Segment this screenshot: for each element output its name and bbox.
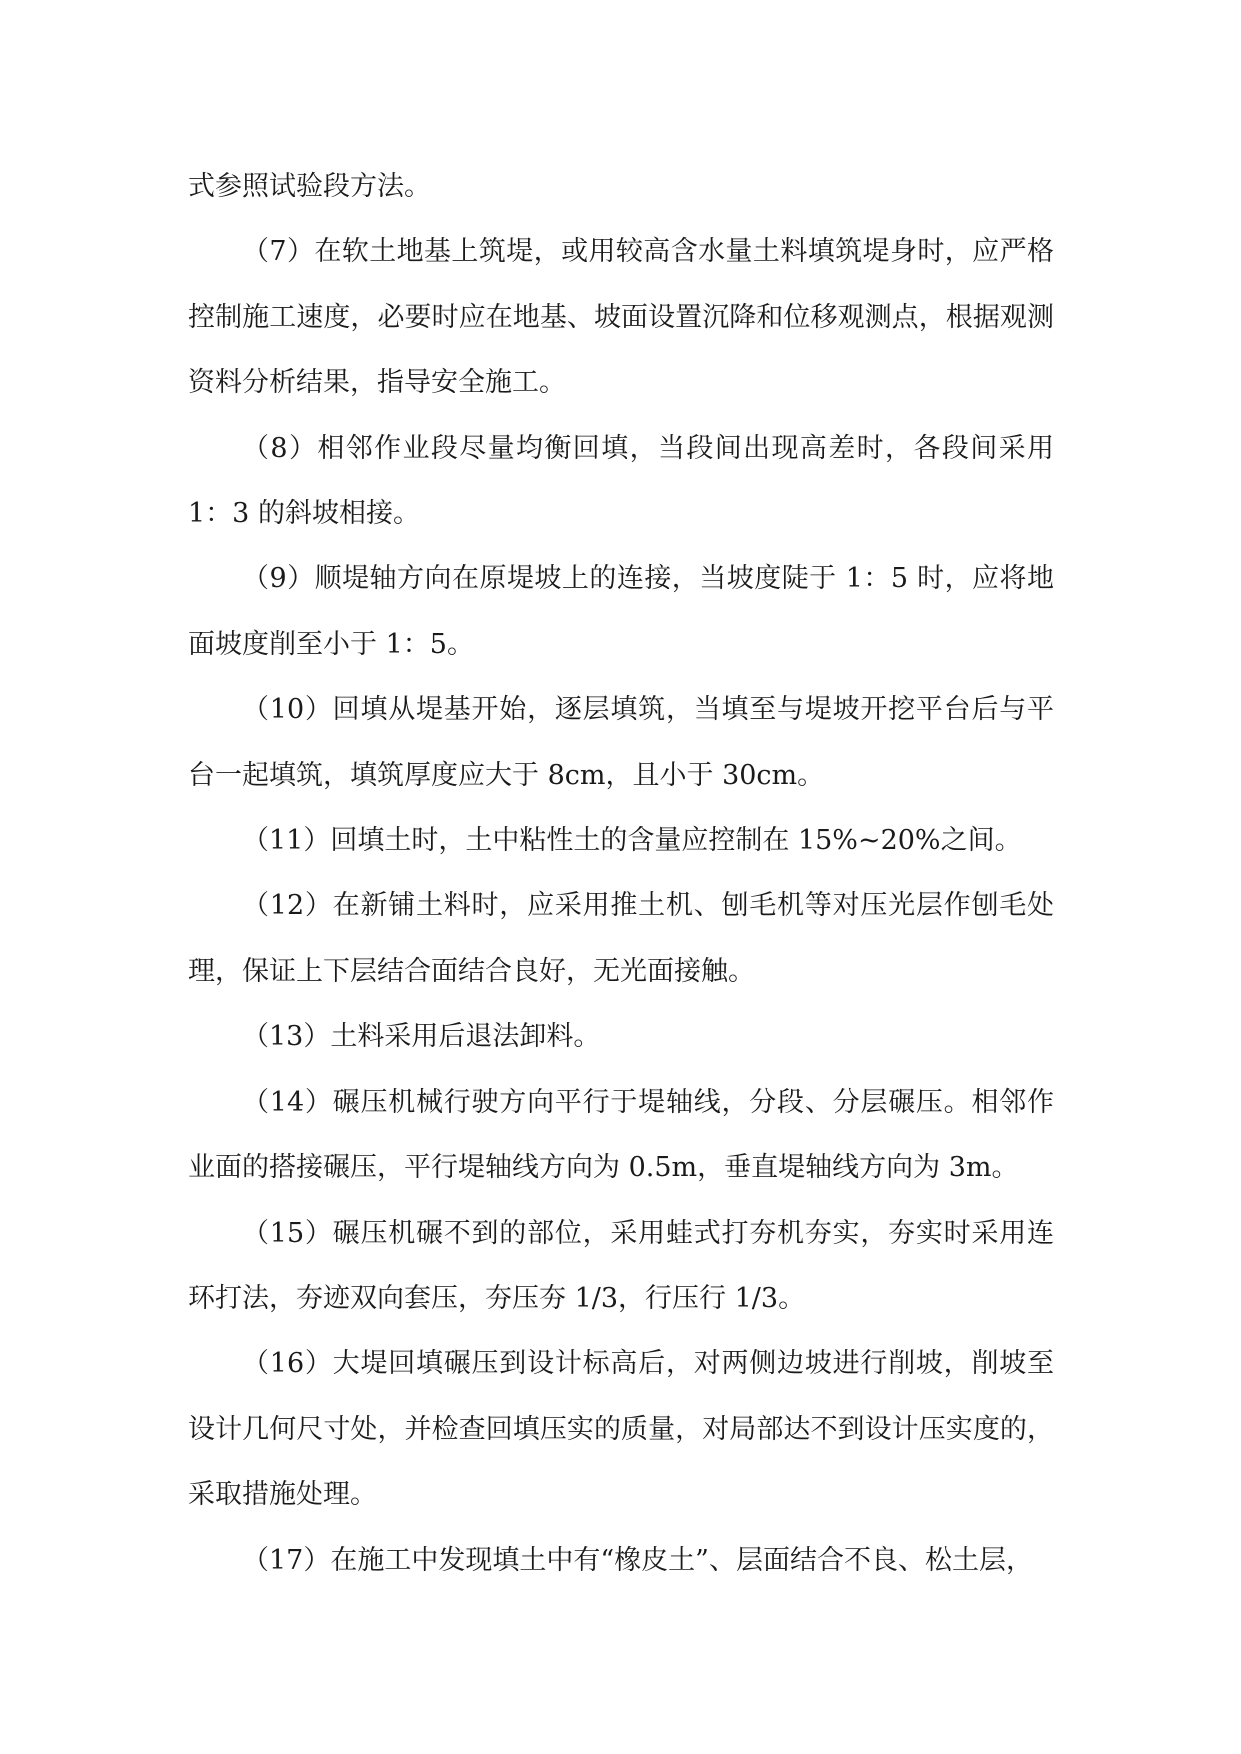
paragraph-item-10: （10）回填从堤基开始，逐层填筑，当填至与堤坡开挖平台后与平台一起填筑，填筑厚度应大于 8cm，且小于 30cm。 [188, 694, 1054, 791]
document-body [188, 154, 1054, 1593]
paragraph-item-11: （11）回填土时，土中粘性土的含量应控制在 15%~20%之间。 [242, 825, 1022, 857]
paragraph-item-14: （14）碾压机械行驶方向平行于堤轴线，分段、分层碾压。相邻作业面的搭接碾压，平行堤轴线方向为 0.5m，垂直堤轴线方向为 3m。 [188, 1086, 1054, 1184]
paragraph-item-8: （8）相邻作业段尽量均衡回填，当段间出现高差时，各段间采用1：3 的斜坡相接。 [188, 432, 1054, 530]
paragraph-item-12: （12）在新铺土料时，应采用推土机、刨毛机等对压光层作刨毛处理，保证上下层结合面结合良好，无光面接触。 [188, 890, 1054, 987]
paragraph-item-15: （15）碾压机碾不到的部位，采用蛙式打夯机夯实，夯实时采用连环打法，夯迹双向套压，夯压夯 1/3，行压行 1/3。 [188, 1217, 1054, 1314]
paragraph-item-9: （9）顺堤轴方向在原堤坡上的连接，当坡度陡于 1：5 时，应将地面坡度削至小于 1：5。 [188, 563, 1054, 660]
paragraph-item-7: （7）在软土地基上筑堤，或用较高含水量土料填筑堤身时，应严格控制施工速度，必要时应在地基、坡面设置沉降和位移观测点，根据观测资料分析结果，指导安全施工。 [188, 236, 1054, 399]
paragraph-item-17: （17）在施工中发现填土中有“橡皮土”、层面结合不良、松土层， [242, 1544, 1033, 1576]
paragraph-item-16: （16）大堤回填碾压到设计标高后，对两侧边坡进行削坡，削坡至设计几何尺寸处，并检查回填压实的质量，对局部达不到设计压实度的，采取措施处理。 [188, 1348, 1054, 1511]
paragraph-continuation: 式参照试验段方法。 [188, 171, 431, 202]
paragraph-item-13: （13）土料采用后退法卸料。 [242, 1021, 601, 1053]
